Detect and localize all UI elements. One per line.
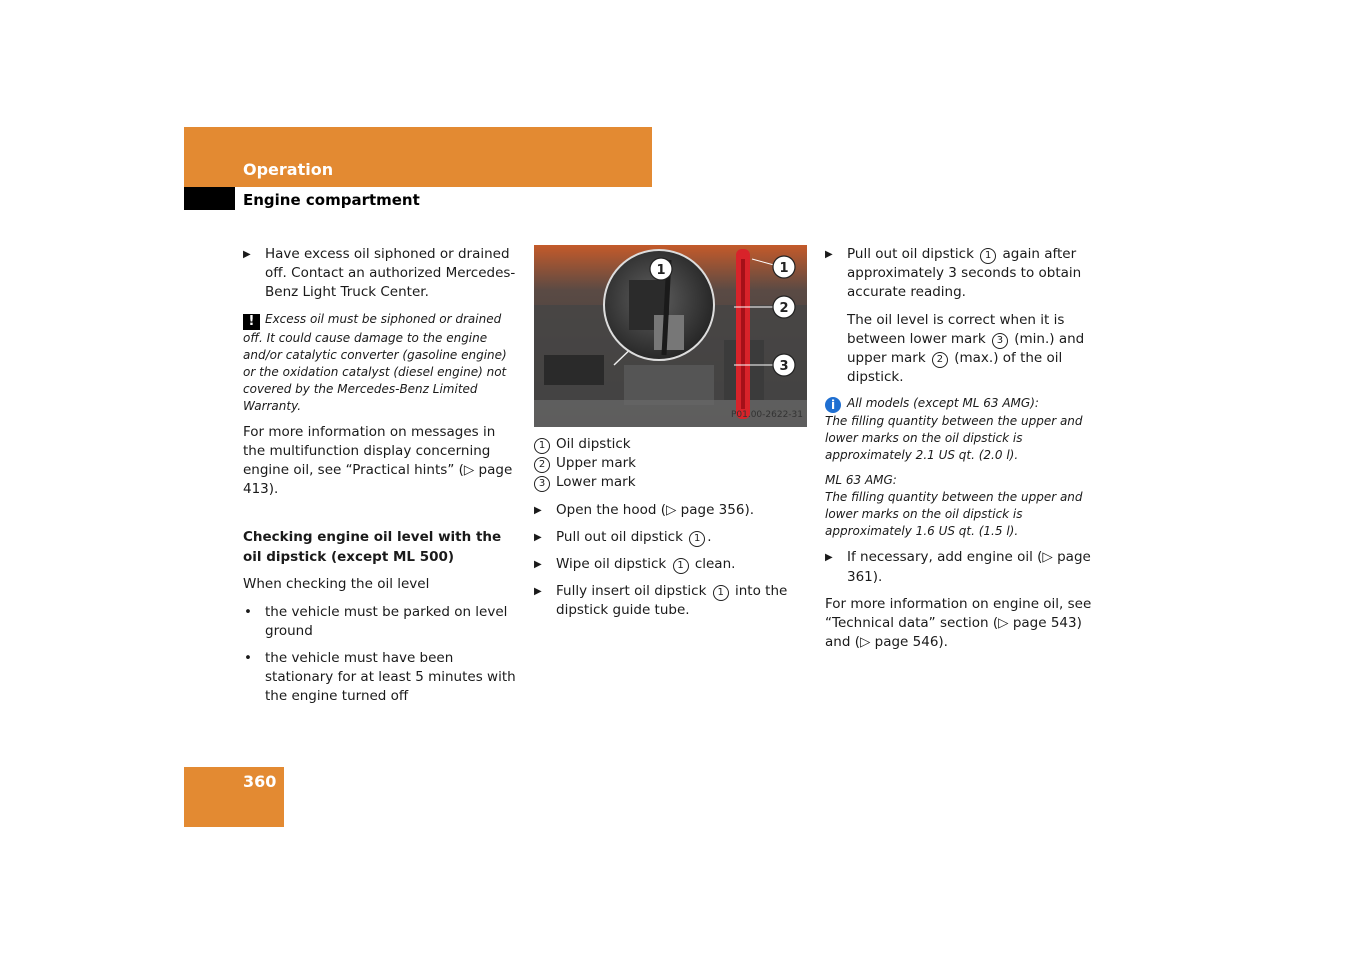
list-item bbox=[243, 649, 518, 707]
step-text: into the dipstick guide tube. bbox=[556, 583, 788, 619]
list-item bbox=[243, 603, 518, 641]
para-text: (max.) of the oil dipstick. bbox=[847, 350, 1063, 386]
para-text: (min.) and upper mark bbox=[847, 330, 1085, 367]
number-circle-icon: 3 bbox=[534, 476, 550, 492]
arrow-bullet-icon: ▶ bbox=[825, 552, 833, 564]
step-item bbox=[534, 528, 809, 547]
info-title: ML 63 AMG: bbox=[825, 473, 897, 488]
arrow-bullet-icon: ▶ bbox=[534, 531, 542, 543]
warning-icon: ! bbox=[243, 314, 260, 330]
column-3 bbox=[825, 245, 1105, 660]
callout-3: 3 bbox=[779, 359, 789, 374]
number-circle-icon: 1 bbox=[534, 438, 550, 454]
warning-note bbox=[243, 311, 518, 415]
arrow-bullet-icon: ▶ bbox=[534, 586, 542, 598]
final-paragraph: For more information on engine oil, see “Technical data” section (▷ page 543) and (▷ page 546). bbox=[825, 595, 1092, 651]
step-item bbox=[243, 245, 518, 303]
legend-item bbox=[534, 435, 809, 454]
engine-compartment-photo bbox=[534, 245, 807, 427]
number-circle-icon: 2 bbox=[534, 457, 550, 473]
number-circle-icon: 1 bbox=[980, 248, 996, 264]
info-note bbox=[825, 395, 1105, 464]
warning-text: Excess oil must be siphoned or drained off. It could cause damage to the engine and/or catalytic converter (gasoline engine) or the oxidation catalyst (diesel engine) not covered by the Mercedes-Benz Limited Warranty. bbox=[243, 311, 507, 413]
para-text: The oil level is correct when it is between lower mark bbox=[847, 311, 1065, 347]
number-circle-icon: 1 bbox=[673, 558, 689, 574]
column-2 bbox=[534, 245, 809, 629]
step-text: Open the hood (▷ page 356). bbox=[556, 501, 755, 518]
number-circle-icon: 1 bbox=[713, 585, 729, 601]
step-text: Fully insert oil dipstick bbox=[556, 583, 707, 600]
step-item bbox=[534, 501, 809, 520]
legend-label: Upper mark bbox=[556, 455, 636, 472]
step-text: Wipe oil dipstick bbox=[556, 556, 667, 573]
legend-label: Lower mark bbox=[556, 474, 636, 491]
step-item bbox=[825, 245, 1105, 303]
info-body: The filling quantity between the upper and lower marks on the oil dipstick is approximately 1.6 US qt. (1.5 l). bbox=[825, 490, 1083, 539]
arrow-bullet-icon: ▶ bbox=[534, 559, 542, 571]
bullet-dot-icon: • bbox=[244, 603, 252, 620]
number-circle-icon: 2 bbox=[932, 352, 948, 368]
arrow-bullet-icon: ▶ bbox=[534, 504, 542, 516]
info-paragraph: For more information on messages in the multifunction display concerning engine oil, see “Practical hints” (▷ page 413). bbox=[243, 423, 513, 498]
subsection-title: Engine compartment bbox=[243, 191, 420, 209]
info-icon: i bbox=[825, 397, 841, 413]
page-number: 360 bbox=[243, 772, 277, 791]
callout-2: 2 bbox=[779, 301, 789, 316]
legend-item bbox=[534, 473, 809, 492]
legend-label: Oil dipstick bbox=[556, 436, 631, 452]
step-text: again after approximately 3 seconds to obtain accurate reading. bbox=[847, 246, 1082, 301]
image-code: P01.00-2622-31 bbox=[730, 409, 803, 420]
callout-1: 1 bbox=[779, 261, 789, 276]
section-title: Operation bbox=[243, 160, 334, 179]
number-circle-icon: 1 bbox=[689, 531, 705, 547]
step-text: Pull out oil dipstick bbox=[556, 528, 683, 545]
info-body: The filling quantity between the upper and lower marks on the oil dipstick is approximately 2.1 US qt. (2.0 l). bbox=[825, 414, 1083, 463]
info-title: All models (except ML 63 AMG): bbox=[847, 396, 1039, 411]
arrow-bullet-icon: ▶ bbox=[243, 249, 251, 260]
step-item bbox=[534, 582, 809, 620]
step-text: Have excess oil siphoned or drained off. Contact an authorized Mercedes-Benz Light Truck Center. bbox=[265, 246, 516, 301]
list-item-text: the vehicle must be parked on level ground bbox=[265, 603, 508, 639]
step-text: . bbox=[707, 528, 712, 545]
step-text: clean. bbox=[694, 556, 736, 573]
list-item-text: the vehicle must have been stationary for at least 5 minutes with the engine turned off bbox=[265, 650, 516, 705]
bullet-dot-icon: • bbox=[244, 650, 252, 667]
info-note bbox=[825, 472, 1105, 540]
step-item bbox=[825, 548, 1105, 586]
legend-item bbox=[534, 454, 809, 473]
step-item bbox=[534, 555, 809, 574]
section-heading: Checking engine oil level with the oil dipstick (except ML 500) bbox=[243, 529, 502, 566]
callout-1: 1 bbox=[656, 263, 666, 278]
intro-text: When checking the oil level bbox=[243, 576, 430, 593]
number-circle-icon: 3 bbox=[992, 333, 1008, 349]
step-text: Pull out oil dipstick bbox=[847, 246, 974, 262]
column-1 bbox=[243, 245, 518, 715]
header-tab-marker bbox=[184, 187, 235, 210]
step-text: If necessary, add engine oil (▷ page 361). bbox=[847, 549, 1091, 585]
oil-level-paragraph bbox=[825, 311, 1105, 388]
arrow-bullet-icon: ▶ bbox=[825, 249, 833, 260]
